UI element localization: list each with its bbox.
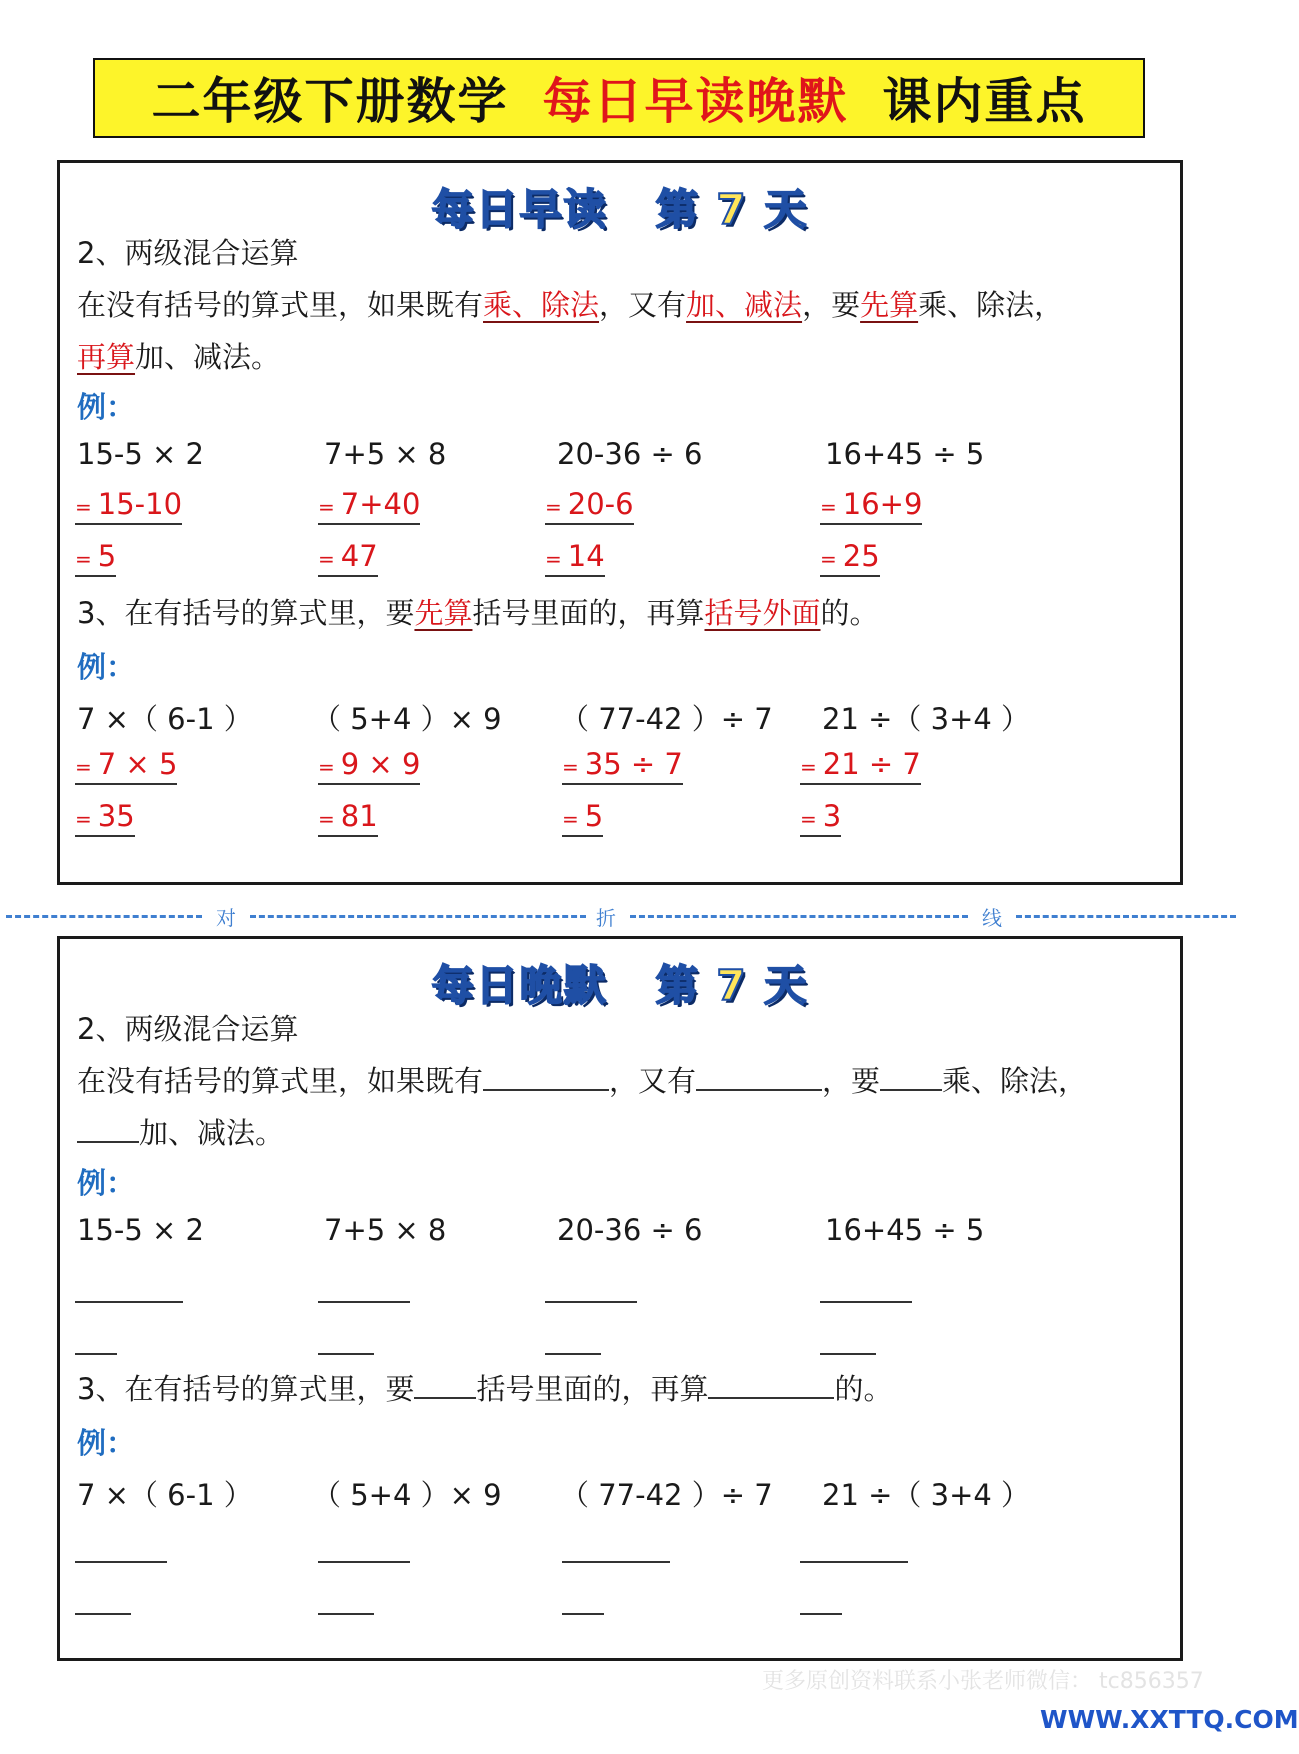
rule-text: 在没有括号的算式里，如果既有 — [77, 288, 484, 322]
rule-keyword: 加、减法 — [686, 288, 803, 322]
morning-heading-day: 第 7 天 — [655, 185, 809, 234]
rule-text: 括号里面的，再算 — [476, 1372, 709, 1406]
answer-result: = 81 — [318, 799, 378, 837]
section2-title: 2、两级混合运算 — [77, 1012, 299, 1046]
answer-step: = 35 ÷ 7 — [562, 747, 683, 785]
answer-blank[interactable] — [562, 1561, 670, 1563]
rule-keyword: 先算 — [414, 596, 473, 630]
answer-blank[interactable] — [75, 1613, 131, 1615]
fold-word: 对 — [216, 906, 236, 930]
example-expression: 7+5 × 8 — [324, 437, 447, 471]
evening-heading — [60, 953, 1180, 1013]
answer-step: = 21 ÷ 7 — [800, 747, 921, 785]
section2-rule-line2 — [77, 1111, 284, 1152]
banner-grade: 二年级下册数学 — [151, 73, 509, 130]
rule-text: 乘、除法， — [918, 288, 1064, 322]
section3-rule — [77, 591, 879, 632]
evening-heading-day: 第 7 天 — [655, 961, 809, 1010]
answer-blank[interactable] — [318, 1301, 410, 1303]
example-expression: （ 77-42 ）÷ 7 — [560, 1478, 773, 1512]
rule-text: 在没有括号的算式里，如果既有 — [77, 1064, 484, 1098]
rule-text: 乘、除法， — [942, 1064, 1088, 1098]
answer-blank[interactable] — [545, 1301, 637, 1303]
fill-blank[interactable] — [880, 1065, 942, 1091]
example-expression: 21 ÷（ 3+4 ） — [822, 702, 1031, 736]
answer-blank[interactable] — [562, 1613, 604, 1615]
rule-keyword: 再算 — [77, 340, 136, 374]
answer-blank[interactable] — [75, 1561, 167, 1563]
answer-step: = 20-6 — [545, 487, 634, 525]
section2-title: 2、两级混合运算 — [77, 236, 299, 270]
answer-blank[interactable] — [800, 1613, 842, 1615]
banner-key: 课内重点 — [882, 73, 1087, 130]
answer-step: = 7 × 5 — [75, 747, 177, 785]
rule-keyword: 括号外面 — [704, 596, 821, 630]
fill-blank[interactable] — [414, 1373, 476, 1399]
answer-step: = 9 × 9 — [318, 747, 420, 785]
example-label: 例： — [77, 1426, 136, 1460]
title-banner — [93, 58, 1145, 138]
answer-step: = 16+9 — [820, 487, 922, 525]
example-expression: 15-5 × 2 — [77, 437, 205, 471]
rule-text: 加、减法。 — [135, 340, 281, 374]
answer-blank[interactable] — [75, 1301, 183, 1303]
section3-rule — [77, 1367, 892, 1408]
example-expression: （ 77-42 ）÷ 7 — [560, 702, 773, 736]
answer-blank[interactable] — [800, 1561, 908, 1563]
rule-text: 3、在有括号的算式里，要 — [77, 596, 415, 630]
fill-blank[interactable] — [483, 1065, 609, 1091]
rule-text: ，要 — [822, 1064, 881, 1098]
example-label: 例： — [77, 650, 136, 684]
rule-keyword: 先算 — [860, 288, 919, 322]
rule-text: 的。 — [820, 596, 879, 630]
example-expression: 16+45 ÷ 5 — [825, 437, 985, 471]
answer-blank[interactable] — [820, 1353, 876, 1355]
example-expression: 20-36 ÷ 6 — [557, 437, 703, 471]
fold-dash — [1016, 915, 1236, 918]
answer-blank[interactable] — [75, 1353, 117, 1355]
rule-text: 的。 — [834, 1372, 893, 1406]
answer-result: = 3 — [800, 799, 841, 837]
example-expression: 20-36 ÷ 6 — [557, 1213, 703, 1247]
fill-blank[interactable] — [708, 1373, 834, 1399]
morning-heading-title: 每日早读 — [431, 185, 608, 234]
answer-blank[interactable] — [820, 1301, 912, 1303]
fold-dash — [630, 915, 968, 918]
fold-word: 线 — [982, 906, 1002, 930]
fold-dash — [250, 915, 586, 918]
fold-dash — [6, 915, 202, 918]
rule-text: 加、减法。 — [139, 1116, 285, 1150]
answer-blank[interactable] — [318, 1561, 410, 1563]
section2-rule-line2 — [77, 335, 280, 376]
example-expression: 16+45 ÷ 5 — [825, 1213, 985, 1247]
section2-rule-line1 — [77, 283, 1063, 324]
answer-result: = 25 — [820, 539, 880, 577]
answer-result: = 5 — [75, 539, 116, 577]
fold-line — [0, 906, 1240, 930]
example-expression: 7 ×（ 6-1 ） — [77, 702, 253, 736]
example-expression: （ 5+4 ）× 9 — [312, 702, 502, 736]
example-expression: 7 ×（ 6-1 ） — [77, 1478, 253, 1512]
example-expression: 7+5 × 8 — [324, 1213, 447, 1247]
rule-text: 3、在有括号的算式里，要 — [77, 1372, 415, 1406]
banner-daily: 每日早读晚默 — [542, 73, 849, 130]
fill-blank[interactable] — [77, 1117, 139, 1143]
answer-blank[interactable] — [318, 1613, 374, 1615]
morning-heading — [60, 177, 1180, 237]
answer-step: = 15-10 — [75, 487, 182, 525]
example-expression: （ 5+4 ）× 9 — [312, 1478, 502, 1512]
website-link[interactable]: WWW.XXTTQ.COM — [1040, 1705, 1299, 1734]
answer-step: = 7+40 — [318, 487, 420, 525]
watermark-text: 更多原创资料联系小张老师微信： tc856357 — [762, 1669, 1204, 1694]
evening-heading-title: 每日晚默 — [431, 961, 608, 1010]
rule-text: ，又有 — [599, 288, 687, 322]
example-label: 例： — [77, 390, 136, 424]
example-expression: 21 ÷（ 3+4 ） — [822, 1478, 1031, 1512]
fold-word: 折 — [596, 906, 616, 930]
answer-result: = 35 — [75, 799, 135, 837]
section2-rule-line1 — [77, 1059, 1087, 1100]
rule-keyword: 乘、除法 — [483, 288, 600, 322]
example-expression: 15-5 × 2 — [77, 1213, 205, 1247]
rule-text: ，又有 — [609, 1064, 697, 1098]
example-label: 例： — [77, 1166, 136, 1200]
rule-text: ，要 — [802, 288, 861, 322]
rule-text: 括号里面的，再算 — [472, 596, 705, 630]
evening-dictation-panel — [57, 936, 1183, 1661]
answer-result: = 14 — [545, 539, 605, 577]
answer-result: = 5 — [562, 799, 603, 837]
answer-blank[interactable] — [318, 1353, 374, 1355]
answer-blank[interactable] — [545, 1353, 601, 1355]
answer-result: = 47 — [318, 539, 378, 577]
morning-reading-panel — [57, 160, 1183, 885]
fill-blank[interactable] — [696, 1065, 822, 1091]
